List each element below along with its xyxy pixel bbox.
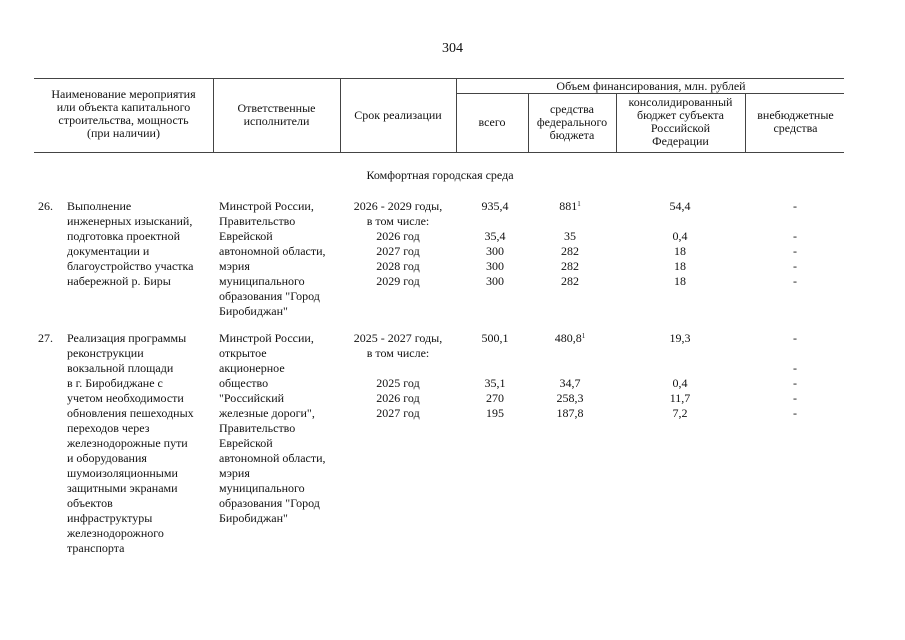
col-divider-5 bbox=[616, 93, 617, 152]
row-name: Реализация программы реконструкции вокзальной площади в г. Биробиджане с учетом необходимости обновления пешеходных переходов через железнодорожные пути и оборудования шумоизоляционными защитными экранами объектов инфраструктуры железнодорожного транспорта bbox=[67, 331, 194, 555]
row-regional: 54,4 0,4 18 18 18 bbox=[669, 199, 691, 288]
footnote-mark: 1 bbox=[581, 332, 586, 340]
row-federal-main: $881^1$ bbox=[559, 199, 581, 213]
row-period: 2026 - 2029 годы, в том числе: 2026 год 2027 год 2028 год 2029 год bbox=[353, 199, 443, 288]
row-extra-head: - bbox=[793, 331, 797, 345]
row-regional-years: 0,4 11,7 7,2 bbox=[669, 376, 691, 420]
row-federal-main: 480,8$^1$ bbox=[554, 331, 586, 345]
row-period-head: 2025 - 2027 годы, в том числе: bbox=[353, 331, 443, 360]
row-responsible: Минстрой России, открытое акционерное общество "Российский железные дороги", Правительство Еврейской автономной области, мэрия муниципального образования "Город Биробиджан" bbox=[219, 331, 326, 525]
row-number: 27. bbox=[38, 331, 53, 345]
header-extra: внебюджетные средства bbox=[757, 108, 834, 135]
row-responsible: Минстрой России, Правительство Еврейской автономной области, мэрия муниципального образования "Город Биробиджан" bbox=[219, 199, 326, 318]
row-name: Выполнение инженерных изысканий, подготовка проектной документации и благоустройство участка набережной р. Биры bbox=[67, 199, 194, 288]
col-divider-3 bbox=[456, 78, 457, 152]
row-number: 26. bbox=[38, 199, 53, 213]
row-total-years: 35,1 270 195 bbox=[484, 376, 506, 420]
header-federal: средства федерального бюджета bbox=[536, 102, 608, 142]
row-extra-years: - - - - bbox=[793, 361, 797, 420]
header-regional: консолидированный бюджет субъекта Российской Федерации bbox=[628, 95, 733, 148]
funding-subheader-border bbox=[456, 93, 844, 94]
section-title: Комфортная городская среда bbox=[366, 168, 514, 182]
row-federal-years: 35 282 282 282 bbox=[561, 229, 579, 288]
row-total: 935,4 35,4 300 300 300 bbox=[481, 199, 509, 288]
col-divider-4 bbox=[528, 93, 529, 152]
header-responsible: Ответственные исполнители bbox=[237, 101, 316, 128]
row-total-head: 500,1 bbox=[481, 331, 509, 345]
row-extra: - - - - - bbox=[793, 199, 797, 288]
header-period: Срок реализации bbox=[354, 108, 442, 122]
col-divider-2 bbox=[340, 78, 341, 152]
header-total: всего bbox=[478, 115, 506, 129]
footnote-mark: 1 bbox=[577, 200, 581, 208]
header-funding-group: Объем финансирования, млн. рублей bbox=[556, 79, 746, 93]
col-divider-6 bbox=[745, 93, 746, 152]
table-header-bottom-border bbox=[34, 152, 844, 153]
col-divider-1 bbox=[213, 78, 214, 152]
page-number: 304 bbox=[442, 41, 463, 56]
header-name: Наименование мероприятия или объекта капитального строительства, мощность (при наличии) bbox=[51, 87, 196, 140]
row-period-years: 2025 год 2026 год 2027 год bbox=[376, 376, 420, 420]
row-regional-head: 19,3 bbox=[669, 331, 691, 345]
row-federal-years: 34,7 258,3 187,8 bbox=[556, 376, 584, 420]
